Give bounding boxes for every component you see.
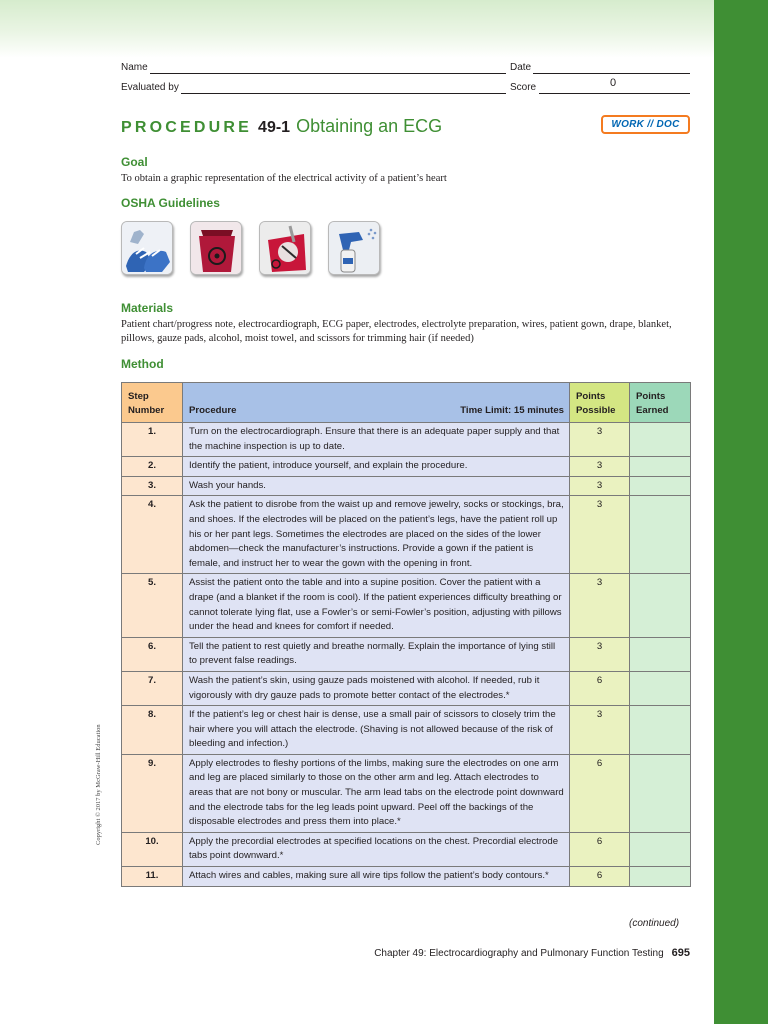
- name-line: [150, 73, 506, 74]
- step-procedure: Turn on the electrocardiograph. Ensure that there is an adequate paper supply and that the machine inspection is up to date.: [183, 423, 570, 457]
- table-row: [122, 706, 691, 755]
- points-possible: 3: [570, 476, 630, 496]
- time-limit-label: Time Limit: 15 minutes: [460, 405, 564, 417]
- points-possible: 6: [570, 754, 630, 832]
- step-number: 10.: [122, 832, 183, 866]
- points-possible: 6: [570, 671, 630, 705]
- page-number: 695: [671, 947, 690, 959]
- procedure-header: [183, 383, 570, 423]
- evaluated-by-label: Evaluated by: [121, 82, 179, 93]
- step-procedure: Ask the patient to disrobe from the waist up and remove jewelry, socks or stockings, bra, and shoes. If the electrodes will be placed on the patient’s legs, have the patient roll up his or her pant legs. Sometimes the electrodes are placed on the sides of the lower abdomen—check the manufacturer’s instructions. Provide a gown if the patient is female, and instruct her to wear the gown with the opening in front.: [183, 496, 570, 574]
- points-possible: 6: [570, 867, 630, 887]
- osha-heading: OSHA Guidelines: [121, 196, 220, 210]
- step-procedure: Tell the patient to rest quietly and breathe normally. Explain the importance of lying still to prevent false readings.: [183, 637, 570, 671]
- table-row: [122, 754, 691, 832]
- top-gradient-band: [0, 0, 714, 58]
- points-earned-cell[interactable]: [630, 754, 691, 832]
- points-possible: 3: [570, 574, 630, 637]
- points-earned-cell[interactable]: [630, 706, 691, 755]
- goal-heading: Goal: [121, 155, 148, 169]
- step-procedure: Wash your hands.: [183, 476, 570, 496]
- points-earned-cell[interactable]: [630, 423, 691, 457]
- points-earned-cell[interactable]: [630, 832, 691, 866]
- points-earned-cell[interactable]: [630, 476, 691, 496]
- score-label: Score: [510, 82, 537, 93]
- step-number: 5.: [122, 574, 183, 637]
- points-earned-cell[interactable]: [630, 671, 691, 705]
- points-possible: 3: [570, 423, 630, 457]
- step-number-header: Step Number: [122, 383, 183, 423]
- continued-note: (continued): [629, 918, 680, 929]
- points-possible: 6: [570, 832, 630, 866]
- points-possible: 3: [570, 496, 630, 574]
- points-possible: 3: [570, 706, 630, 755]
- table-row: [122, 574, 691, 637]
- table-row: [122, 637, 691, 671]
- step-procedure: Apply electrodes to fleshy portions of the limbs, making sure the electrodes on one arm and leg are placed similarly to those on the other arm and leg. Attach electrodes to areas that are not bony or muscular. The arm lead tabs on the electrode point downward and the electrode tabs for the leg leads point upward. Peel off the backings of the disposable electrodes and press them into place.*: [183, 754, 570, 832]
- step-number: 11.: [122, 867, 183, 887]
- step-procedure: Assist the patient onto the table and into a supine position. Cover the patient with a drape (and a blanket if the room is cool). If the patient experiences difficulty breathing or cannot tolerate lying flat, use a Fowler’s or semi-Fowler’s position, adjusting with pillows under the head and knees for comfort if needed.: [183, 574, 570, 637]
- page-footer: [374, 947, 690, 959]
- step-procedure: If the patient’s leg or chest hair is dense, use a small pair of scissors to closely trim the hair where you will attach the electrode. (Shaving is not allowed because of the risk of bleeding and infection.): [183, 706, 570, 755]
- step-number: 4.: [122, 496, 183, 574]
- handwashing-icon: [121, 221, 173, 275]
- method-table: [121, 382, 691, 887]
- score-value: 0: [610, 77, 617, 89]
- table-row: [122, 867, 691, 887]
- workdoc-badge: WORK // DOC: [601, 115, 690, 134]
- sharps-container-icon: [259, 221, 311, 275]
- disinfectant-spray-icon: [328, 221, 380, 275]
- goal-text: To obtain a graphic representation of the electrical activity of a patient’s heart: [121, 173, 447, 184]
- method-heading: Method: [121, 357, 164, 371]
- name-label: Name: [121, 62, 148, 73]
- points-earned-cell[interactable]: [630, 637, 691, 671]
- step-number: 6.: [122, 637, 183, 671]
- table-row: [122, 423, 691, 457]
- points-earned-cell[interactable]: [630, 574, 691, 637]
- score-line: [539, 93, 690, 94]
- chapter-title: Chapter 49: Electrocardiography and Pulmonary Function Testing: [374, 948, 664, 959]
- points-possible-header: Points Possible: [570, 383, 630, 423]
- procedure-title: [121, 116, 442, 137]
- points-possible: 3: [570, 457, 630, 477]
- step-procedure: Wash the patient’s skin, using gauze pads moistened with alcohol. If needed, rub it vigorously with dry gauze pads to promote better contact of the electrodes.*: [183, 671, 570, 705]
- points-earned-cell[interactable]: [630, 457, 691, 477]
- copyright-notice: Copyright © 2017 by McGraw-Hill Education: [95, 724, 102, 845]
- procedure-number: 49-1: [258, 119, 291, 136]
- date-label: Date: [510, 62, 532, 73]
- evaluated-by-line: [181, 93, 506, 94]
- biohazard-waste-icon: [190, 221, 242, 275]
- table-header-row: [122, 383, 691, 423]
- materials-text: Patient chart/progress note, electrocardiograph, ECG paper, electrodes, electrolyte preparation, wires, patient gown, drape, blanket, pillows, gauze pads, alcohol, moist towel, and scissors for trimming hair (if needed): [121, 319, 672, 344]
- date-line: [533, 73, 690, 74]
- osha-icon-row: [121, 221, 380, 275]
- procedure-name: Obtaining an ECG: [296, 116, 443, 136]
- materials-heading: Materials: [121, 301, 174, 315]
- step-procedure: Identify the patient, introduce yourself, and explain the procedure.: [183, 457, 570, 477]
- step-number: 9.: [122, 754, 183, 832]
- table-row: [122, 476, 691, 496]
- step-number: 3.: [122, 476, 183, 496]
- table-row: [122, 496, 691, 574]
- step-procedure: Attach wires and cables, making sure all wire tips follow the patient’s body contours.*: [183, 867, 570, 887]
- procedure-word: PROCEDURE: [121, 119, 253, 136]
- step-procedure: Apply the precordial electrodes at specified locations on the chest. Precordial electrode tabs point downward.*: [183, 832, 570, 866]
- table-row: [122, 832, 691, 866]
- green-side-bar: [714, 0, 768, 1024]
- table-row: [122, 457, 691, 477]
- step-number: 2.: [122, 457, 183, 477]
- procedure-header-label: Procedure: [189, 405, 237, 417]
- step-number: 8.: [122, 706, 183, 755]
- points-possible: 3: [570, 637, 630, 671]
- table-row: [122, 671, 691, 705]
- step-number: 7.: [122, 671, 183, 705]
- points-earned-cell[interactable]: [630, 867, 691, 887]
- step-number: 1.: [122, 423, 183, 457]
- points-earned-header: Points Earned: [630, 383, 691, 423]
- points-earned-cell[interactable]: [630, 496, 691, 574]
